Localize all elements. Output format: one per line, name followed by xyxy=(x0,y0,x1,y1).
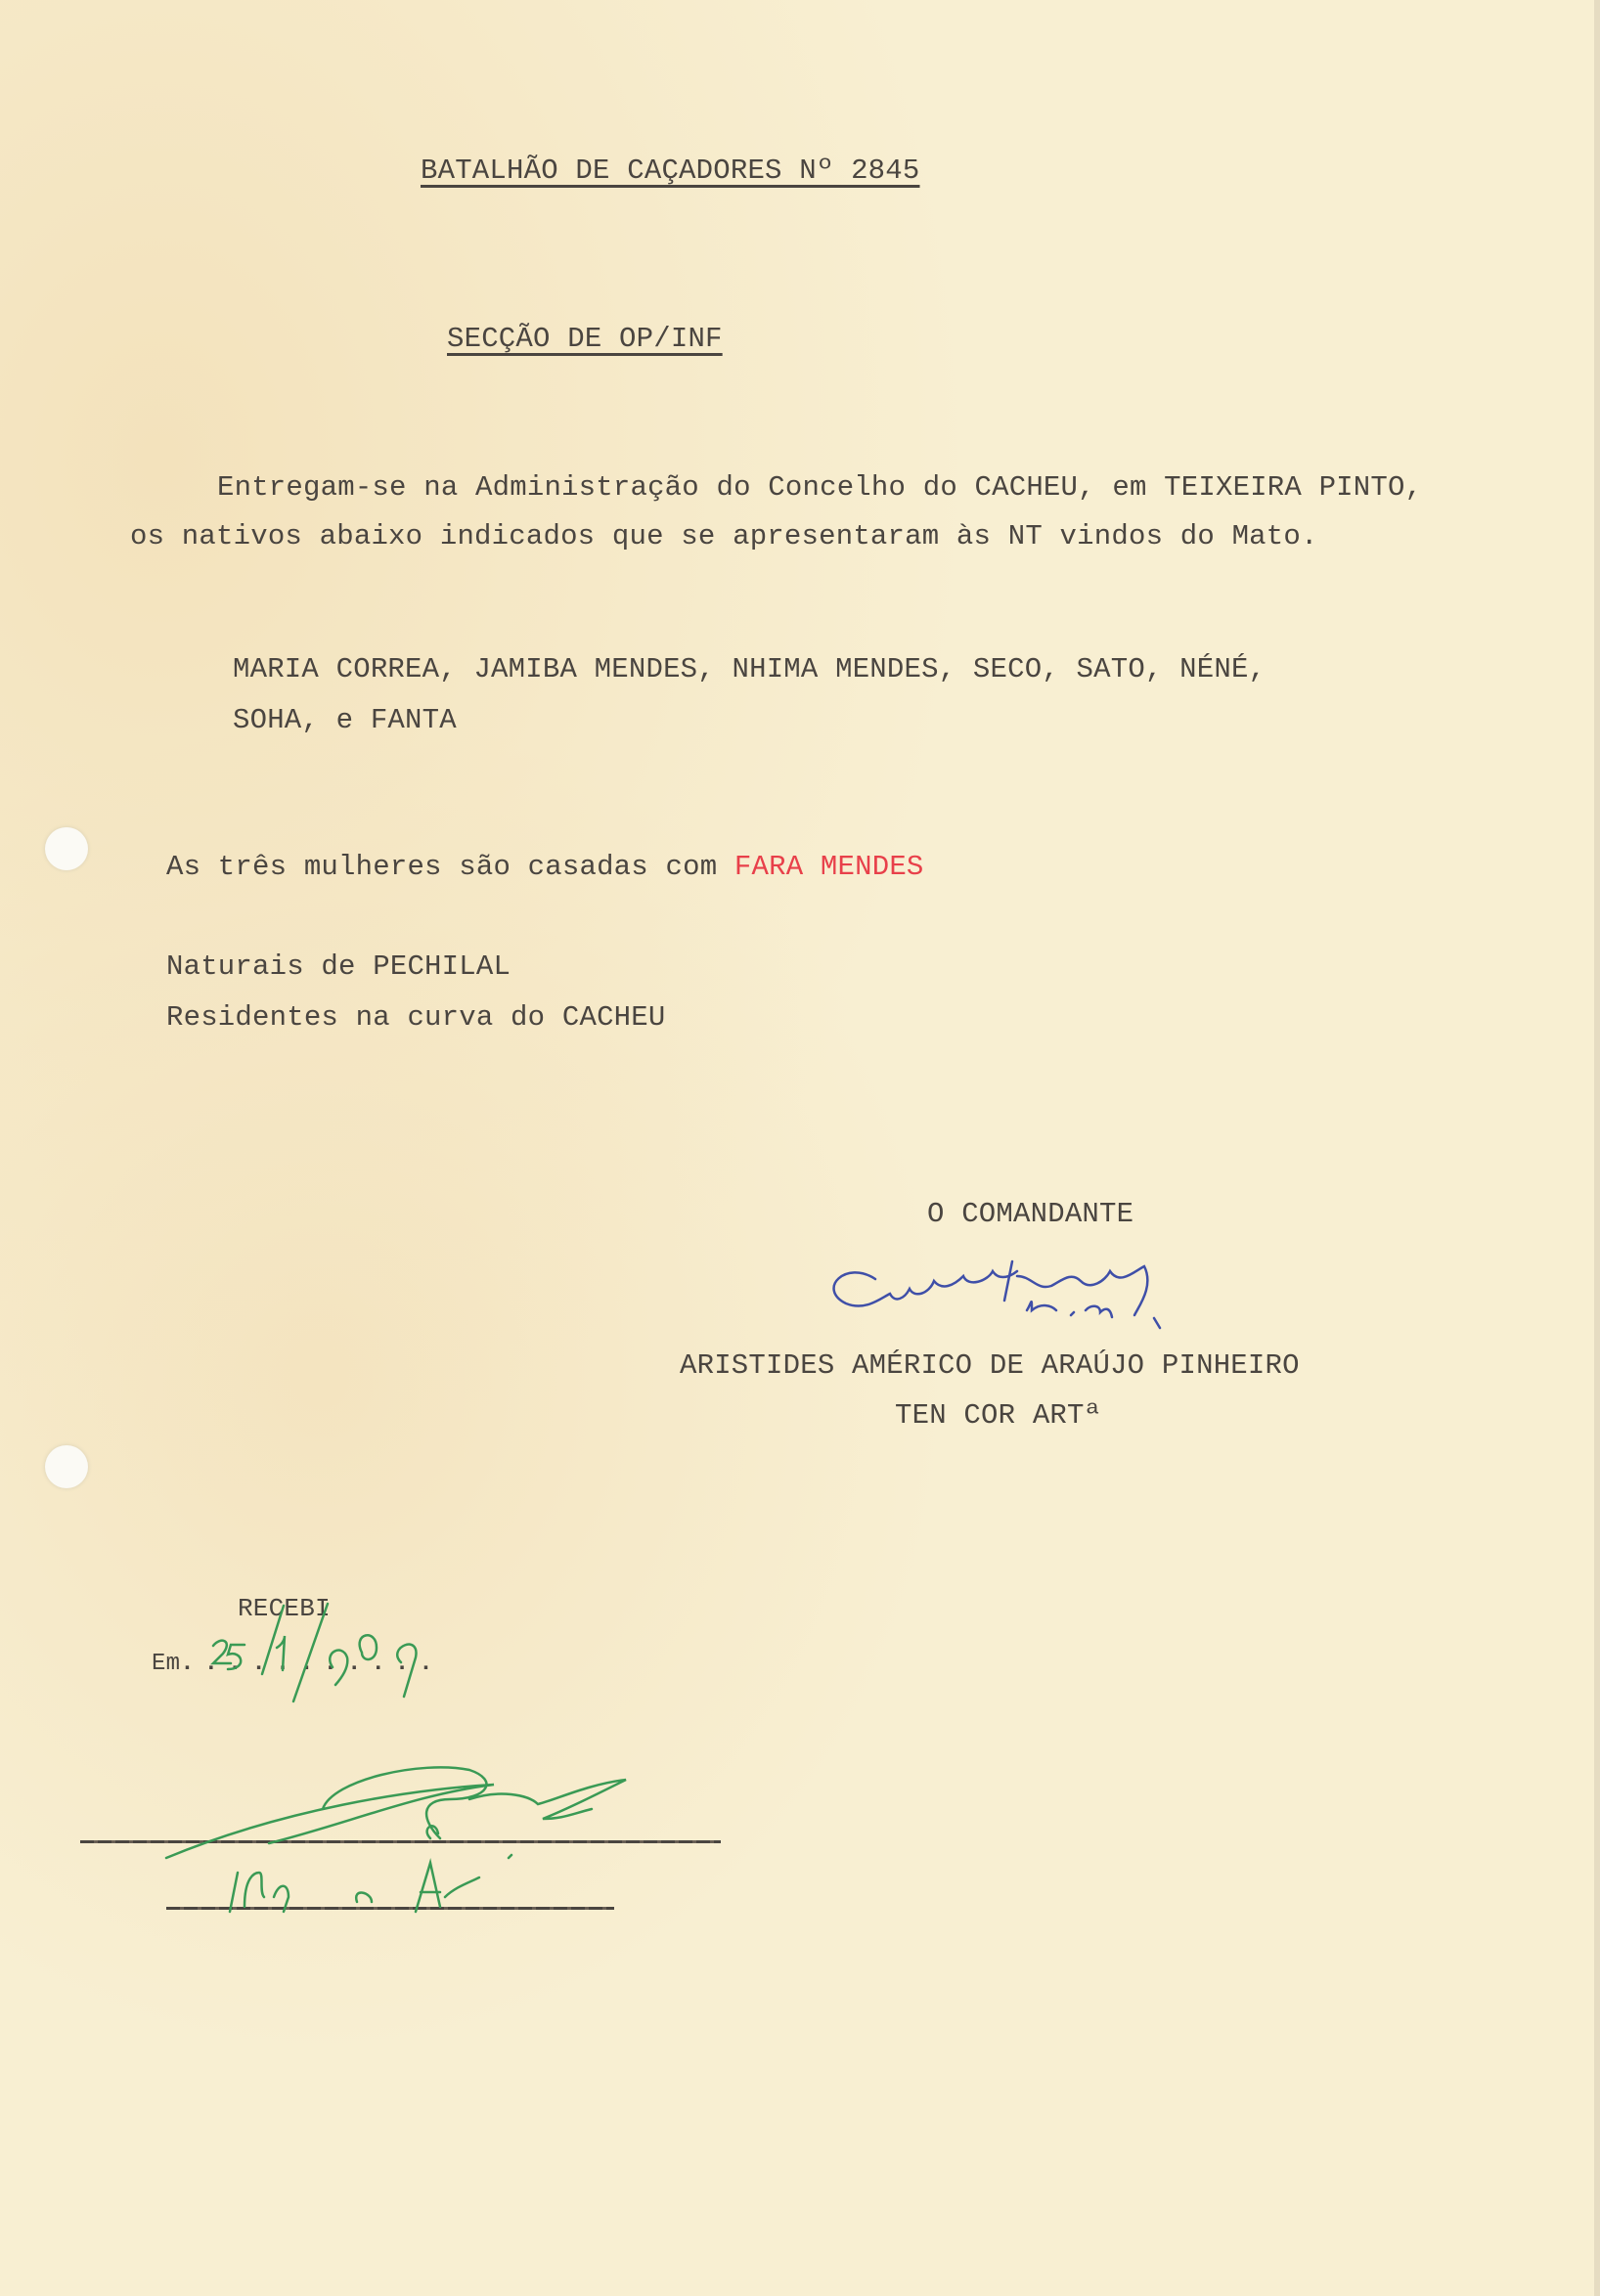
residence-line: Residentes na curva do CACHEU xyxy=(166,1001,666,1034)
commander-signature xyxy=(834,1261,1160,1328)
commander-title: O COMANDANTE xyxy=(927,1198,1134,1230)
commander-rank: TEN COR ARTª xyxy=(895,1399,1102,1432)
married-prefix: As três mulheres são casadas com xyxy=(166,851,734,883)
received-handwriting xyxy=(166,1604,626,1912)
commander-name: ARISTIDES AMÉRICO DE ARAÚJO PINHEIRO xyxy=(680,1349,1300,1382)
date-prefix: Em xyxy=(152,1651,181,1677)
received-label: RECEBI xyxy=(238,1594,331,1623)
paragraph-line: Entregam-se na Administração do Concelho do CACHEU, em TEIXEIRA PINTO, xyxy=(217,471,1423,504)
section-heading: SECÇÃO DE OP/INF xyxy=(447,323,723,355)
names-line: SOHA, e FANTA xyxy=(233,704,457,736)
battalion-heading: BATALHÃO DE CAÇADORES Nº 2845 xyxy=(421,155,920,187)
names-line: MARIA CORREA, JAMIBA MENDES, NHIMA MENDES, SECO, SATO, NÉNÉ, xyxy=(233,653,1267,685)
origin-line: Naturais de PECHILAL xyxy=(166,950,511,983)
date-dots: ........... xyxy=(180,1651,443,1677)
paragraph-line: os nativos abaixo indicados que se apresentaram às NT vindos do Mato. xyxy=(130,520,1318,552)
husband-name: FARA MENDES xyxy=(733,851,924,883)
